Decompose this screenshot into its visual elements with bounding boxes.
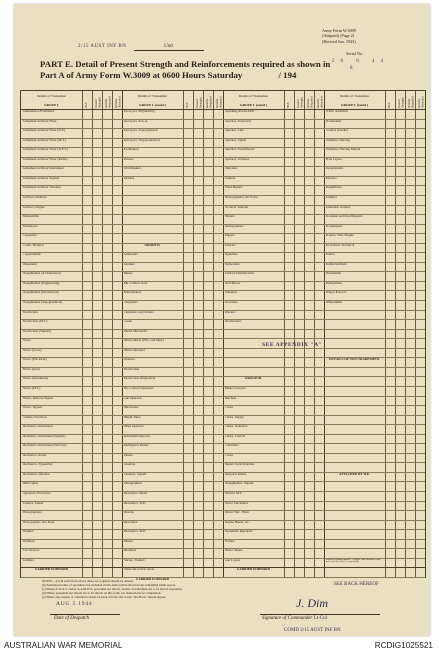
table-row-label: Mechanics, M.E.	[123, 530, 147, 534]
table-row-label: Butchers	[224, 396, 237, 400]
table-row-label: Plumbers	[22, 539, 35, 543]
table-row-label: Surveyors, R.A.A.	[123, 119, 148, 123]
row-rule	[21, 405, 425, 406]
column-header-group: GROUP I. (contd.)	[239, 103, 268, 107]
row-rule	[21, 491, 425, 492]
see-back-stamp: SEE BACK HEREOF	[334, 582, 379, 587]
table-row-label: Welders	[123, 176, 135, 180]
table-row-label: Orderlies, Nursing Mental	[325, 148, 361, 152]
table-row-label: Painters, Maker	[22, 501, 44, 505]
table-row-label: Driver Mechanics	[224, 501, 249, 505]
table-row-label: Armament Artificer Fitter (Radio)	[22, 157, 68, 161]
row-rule	[21, 539, 425, 540]
table-row-label: Armourers	[123, 253, 138, 257]
row-rule	[21, 147, 425, 148]
row-rule	[21, 195, 425, 196]
table-row-label: Plumber	[22, 530, 34, 534]
row-rule	[21, 319, 425, 320]
title-line-1: PART E. Detail of Present Strength and Reinforcements required as shown in	[40, 59, 331, 69]
sub-column-header: W.E.	[387, 101, 391, 108]
sub-column-divider	[203, 91, 204, 577]
table-row-label: Signwriters	[224, 262, 240, 266]
table-row-label: Engine Hands, I.C.	[224, 520, 250, 524]
table-row-label: Fitters (Gun)	[22, 367, 40, 371]
signature-label: Signature of Commander Lt-Col	[262, 616, 327, 621]
table-row-label: Fitters' Mates	[224, 549, 243, 553]
sub-column-header: W.E.	[286, 101, 290, 108]
table-row-label: Carpenters	[123, 301, 138, 305]
sub-column-divider	[102, 91, 103, 577]
table-row-label: Draughtsmen (Topographical)	[22, 301, 63, 305]
archive-footer	[0, 637, 439, 654]
row-rule	[21, 386, 425, 387]
sub-column-divider	[324, 91, 325, 577]
table-row-label: Electricians	[22, 310, 39, 314]
sub-column-header: Posted Strength	[195, 97, 203, 108]
table-row-label: Fitters	[22, 339, 31, 343]
table-row-label: Orderlies, Nursing	[325, 138, 351, 142]
sub-column-header: Reinfts. Required	[104, 96, 112, 108]
table-row-label: Surveyors, Engineering	[123, 110, 155, 113]
row-rule	[21, 243, 425, 244]
table-row-label: Electricians	[123, 367, 140, 371]
unit-stamp: 2/15 AUST INF BN	[78, 44, 127, 49]
table-row-label: Mechanics, Instrument (Surveys)	[22, 444, 67, 448]
row-rule	[21, 472, 425, 473]
date-tail: / 194	[278, 70, 297, 80]
row-rule	[21, 367, 425, 368]
table-row-label: Mechanics, Radio	[22, 453, 47, 457]
column-header-details: Details of Tradesmen	[339, 94, 369, 98]
row-rule	[21, 424, 425, 425]
table-row-label: Carpenters and Joiners	[123, 310, 154, 314]
table-row-label: Stretchers	[224, 301, 238, 305]
sub-column-header: Posted Strength	[397, 97, 405, 108]
table-row-label: Photographers	[22, 511, 42, 515]
date-despatch-label: Date of Despatch	[54, 616, 89, 621]
table-row-label: Despatch Riders	[224, 472, 247, 476]
table-row-label: Watchmakers	[123, 167, 142, 171]
table-row-label: Gun Layers	[224, 558, 240, 562]
form-line: (Revised Jun. 1943)	[322, 38, 356, 44]
row-rule	[21, 396, 425, 397]
signature-handwriting: J. Dim	[296, 596, 328, 610]
table-row-label: CARRIED FORWARD	[236, 568, 271, 572]
table-row-label: Driver-Mech. (Hvy. and Med.)	[123, 339, 165, 343]
table-row-label: Plate Layers	[325, 157, 342, 161]
column-header-details: Details of Tradesmen	[36, 94, 66, 98]
table-row-label: Saddlers	[325, 195, 337, 199]
column-header-details: Details of Tradesmen	[238, 94, 268, 98]
row-rule	[21, 481, 425, 482]
sub-column-header: Reinfts. Required	[205, 96, 213, 108]
sub-column-divider	[112, 91, 113, 577]
table-row-label: Ammunition Examiners	[22, 110, 55, 113]
column-header-details: Details of Tradesmen	[137, 94, 167, 98]
archive-id: RCDIG1025521	[374, 641, 433, 650]
table-row-label: Height Taker	[123, 415, 141, 419]
table-row-label: Sawyers	[224, 243, 236, 247]
table-row-label: Hides Operator	[123, 425, 144, 429]
table-row-label: Draughtsmen (Engineering)	[22, 281, 60, 285]
table-row-label: Grinder, Precision	[22, 415, 47, 419]
row-rule	[21, 271, 425, 272]
sub-column-header: Reinfts. Attached	[215, 96, 223, 108]
sub-column-divider	[304, 91, 305, 577]
row-rule	[21, 577, 425, 578]
table-row-label: Operator, Switchboard	[224, 148, 255, 152]
note-line: (e) Where any request or variation is made on back of form, the words "See Back" should appear.	[42, 595, 167, 599]
table-row-label: Receptionists	[325, 167, 344, 171]
table-row-label: Driver Tptr., Plant	[224, 511, 249, 515]
table-row-label: Concreters	[224, 444, 239, 448]
table-row-label: DETAILS OF NON-TRADESMEN.	[329, 358, 380, 362]
table-row-label: Drivers, M.T.	[224, 492, 243, 496]
table-row-label: Fitters (Electrical)	[22, 358, 47, 362]
handwritten-month: 8	[350, 66, 359, 71]
table-row-label: Fire Control Operators	[123, 386, 154, 390]
sub-column-divider	[92, 91, 93, 577]
table-row-label: Operator, Wireless	[224, 157, 250, 161]
table-row-label: Photographic, Wet Plate	[22, 520, 55, 524]
sub-column-header: Reinfts. Attached	[114, 96, 122, 108]
table-row-label: Armament Artificer Fitter (N.F.)	[22, 129, 66, 133]
row-rule	[21, 214, 425, 215]
table-row-label: Instrument Operator	[123, 434, 151, 438]
table-row-label: Stevedores, Technical	[325, 243, 355, 247]
table-row-label: Armament Artificer Instrument	[22, 167, 64, 171]
unit-line	[134, 50, 204, 51]
table-row-label: Surveyors, Topographical	[123, 129, 158, 133]
row-rule	[21, 300, 425, 301]
column-header-group: GROUP I. (contd.)	[138, 103, 167, 107]
form-number	[322, 28, 356, 44]
table-row-label: Observation Post Assts.	[123, 568, 155, 572]
row-rule	[21, 185, 425, 186]
form-sheet	[14, 4, 430, 636]
table-row-label: Clerks, Clerical	[224, 434, 246, 438]
table-row-label: Loaders (Clerks)	[325, 129, 348, 133]
row-rule	[21, 252, 425, 253]
table-row-label: Operating Room Attdt.	[224, 110, 255, 113]
row-rule	[21, 510, 425, 511]
row-rule	[21, 310, 425, 311]
sub-column-divider	[405, 91, 406, 577]
column-header-group: GROUP I. (contd.)	[340, 103, 369, 107]
archive-name: AUSTRALIAN WAR MEMORIAL	[4, 641, 123, 650]
sub-column-divider	[395, 91, 396, 577]
sub-column-divider	[415, 91, 416, 577]
table-row-label: Gun Operator	[123, 396, 142, 400]
table-row-label: ATTACHED BY W.E.	[338, 472, 371, 476]
sub-column-header: Posted Strength	[296, 97, 304, 108]
column-divider	[82, 91, 83, 577]
table-row-label: Cooks	[123, 320, 132, 324]
row-rule	[21, 567, 425, 568]
table-row-label: Dental Clerk Orderlies	[224, 463, 255, 467]
table-row-label: Armament Artificer Signals	[22, 176, 60, 180]
table-row-label: Storemen and Road Repairs	[325, 215, 363, 219]
table-row-label: Axemen	[123, 262, 135, 266]
row-rule	[21, 233, 425, 234]
row-rule	[21, 338, 425, 339]
table-row-label: Linemen, Signals	[123, 472, 147, 476]
table-row-label: Fitters (Instrument)	[22, 377, 49, 381]
row-rule	[21, 453, 425, 454]
sub-column-header: W.E.	[84, 101, 88, 108]
table-row-label: GROUP III.	[244, 377, 263, 381]
table-row-label: Millwrights	[22, 482, 39, 486]
table-row-label: Electricians (Explosive)	[123, 377, 156, 381]
table-row-label: Joiners	[123, 453, 133, 457]
row-rule	[21, 176, 425, 177]
date-line	[50, 614, 120, 615]
table-row-label: Pulleystmen	[325, 281, 342, 285]
table-row-label: Operator, Line	[224, 129, 244, 133]
note-line: (c) Where A.W.A.S. and/or A.A.M.W.S. personnel are shown, details of tradesmen are to be shown separately.	[42, 587, 183, 591]
table-row-label: Wagon Erectors	[325, 291, 347, 295]
table-row-label: Cooks	[224, 453, 233, 457]
row-rule	[21, 128, 425, 129]
column-divider	[385, 91, 386, 577]
sub-column-header: W.E.	[185, 101, 189, 108]
table-row-label: Miners	[123, 539, 133, 543]
table-row-label: Saddlers	[22, 558, 34, 562]
row-rule	[21, 443, 425, 444]
table-row-label: Mechanics, Typewriter	[22, 463, 53, 467]
row-rule	[21, 166, 425, 167]
row-rule	[21, 119, 425, 120]
column-divider	[284, 91, 285, 577]
row-rule	[21, 290, 425, 291]
table-row-label: Nurses, Trained	[123, 558, 145, 562]
table-row-label: Bkr. Camel's Asst.	[123, 281, 148, 285]
table-row-label: Timesmiths	[325, 272, 341, 276]
row-rule	[21, 329, 425, 330]
handwritten-date: 26 6 44	[332, 59, 389, 64]
table-row-label: Draughtsmen, Signals	[224, 482, 254, 486]
table-row-label: Dental Mechanics	[123, 329, 148, 333]
table-row-label: Draughtsmen (Mechanical)	[22, 291, 59, 295]
table-row-label: Artificer, Engine	[22, 205, 45, 209]
table-row-label: Mechanics, W.E.	[123, 501, 146, 505]
column-divider	[183, 91, 184, 577]
row-rule	[21, 501, 425, 502]
table-row-label: Totals of columns marked * to agree with columns 4 and 7, and 5 and 10 of Part A respectively	[325, 558, 383, 564]
note-line: (b) Authorised ranks of specialists not included in this form will be shown in the remaining blank spaces.	[42, 583, 177, 587]
sub-column-header: Reinfts. Required	[306, 96, 314, 108]
table-row-label: Sanitary Identification	[224, 272, 255, 276]
unit-label: Unit	[164, 44, 173, 49]
sub-column-divider	[294, 91, 295, 577]
table-row-label: Blacksmiths	[22, 215, 39, 219]
table-row-label: O.P.O. Assistants	[325, 110, 349, 113]
table-row-label: Lithographers	[123, 482, 142, 486]
table-row-label: Saw Doctors	[22, 549, 40, 553]
table-row-label: Armament Artificer Wireless	[22, 186, 61, 190]
row-rule	[21, 376, 425, 377]
table-row-label: Draughtsmen (Architectural)	[22, 272, 61, 276]
table-row-label: Mechanics, Instrument (Signals)	[22, 434, 66, 438]
table-row-label: Storekeepers	[325, 224, 343, 228]
row-rule	[21, 348, 425, 349]
table-row-label: Sanitation workers	[325, 205, 351, 209]
table-row-label: Operator, Signal	[224, 138, 247, 142]
sub-column-header: Reinfts. Attached	[316, 96, 324, 108]
table-row-label: Pioneermen	[325, 119, 342, 123]
table-row-label: Intelligence Duties	[123, 444, 149, 448]
table-row-label: Roughriders	[325, 186, 342, 190]
table-row-label: Radiographers	[224, 224, 244, 228]
row-rule	[21, 109, 425, 110]
table-row-label: Bakers Sawyers	[224, 386, 246, 390]
table-row-label: Artificer, Artillery	[22, 195, 47, 199]
table-row-label: Surveyors, Trigonometrical	[123, 138, 160, 142]
row-rule	[21, 548, 425, 549]
table-row-label: Printers	[224, 215, 235, 219]
form-line: (Adapted) (Page 2)	[322, 33, 355, 39]
row-rule	[21, 205, 425, 206]
table-row-label: Electricians (Signals)	[22, 329, 51, 333]
table-row-label: Operator, Keyboard	[224, 119, 251, 123]
table-row-label: Bakers	[123, 272, 133, 276]
row-rule	[21, 462, 425, 463]
appendix-stamp: SEE APPENDIX "A"	[262, 342, 323, 348]
table-row-label: Electricians (M.T.)	[22, 320, 48, 324]
table-row-label: Clerks, Supply	[224, 415, 245, 419]
sub-column-header: Posted Strength	[94, 97, 102, 108]
table-row-label: Boilermakers	[123, 291, 142, 295]
table-row-label: Producer Vehicles	[224, 205, 249, 209]
table-row-label: Fitters, Signals	[22, 406, 43, 410]
sub-column-header: Reinfts. Required	[407, 96, 415, 108]
row-rule	[21, 520, 425, 521]
table-row-label: GROUP II.	[144, 243, 161, 247]
table-row-label: Hairdresser	[123, 406, 139, 410]
table-row-label: Dispensers	[22, 262, 37, 266]
row-rule	[21, 415, 425, 416]
table-row-label: Bricklayers	[22, 224, 38, 228]
table-row-label: Carpenters	[22, 234, 37, 238]
row-rule	[21, 529, 425, 530]
table-row-label: Clerks, Technical	[224, 425, 248, 429]
table-row-label: Mechanics, Wireless	[22, 472, 50, 476]
sub-column-divider	[213, 91, 214, 577]
table-row-label: Painters	[224, 176, 236, 180]
table-row-label: Woodturners	[224, 320, 242, 324]
table-row-label: Opticians	[224, 167, 238, 171]
row-rule	[21, 281, 425, 282]
sub-column-divider	[193, 91, 194, 577]
row-rule	[21, 357, 425, 358]
table-row-label: Armament Artificer Fitter (M.T.)	[22, 138, 66, 142]
row-rule	[21, 157, 425, 158]
row-rule	[21, 262, 425, 263]
column-header-group: GROUP I.	[43, 103, 60, 107]
note-line: NOTES.—(a) In each block above those not required should be deleted.	[42, 579, 134, 583]
table-row-label: Well Borers	[224, 281, 241, 285]
table-row-label: Farriers	[224, 539, 235, 543]
table-row-label: Wheelers	[224, 291, 237, 295]
form-line: Army Form W.3009	[322, 28, 356, 33]
table-row-label: Tailors	[325, 253, 335, 257]
table-row-label: Fitters (Cycle)	[22, 348, 42, 352]
table-row-label: CARRIED FORWARD	[135, 578, 170, 581]
table-row-label: Fitters, Railway Signal	[22, 396, 53, 400]
signature-line	[260, 614, 380, 615]
table-row-label: Stokers, State Engine	[325, 234, 354, 238]
table-row-label: Motormen	[123, 520, 138, 524]
table-row-label: Signallers	[224, 253, 238, 257]
table-row-label: Riveters	[224, 310, 236, 314]
table-row-label: Panel Beaters	[224, 186, 243, 190]
sub-column-divider	[314, 91, 315, 577]
table-row-label: Operators, Excavator	[22, 492, 51, 496]
date-stamp: AUG 5 1944	[56, 601, 93, 607]
table-row-label: Textile Refitters	[325, 262, 347, 266]
table-row-label: Masons	[123, 511, 134, 515]
table-row-label: Turners	[123, 157, 134, 161]
note-line: (d) Where personnel not shown are to be shown on this form, see instructions for completion.	[42, 591, 162, 595]
sub-column-header: Reinfts. Attached	[417, 96, 425, 108]
table-row-label: Equipment Repairers	[224, 530, 253, 534]
table-row-label: Armament Artificer Fitter	[22, 119, 57, 123]
table-row-label: Mechanics, Metal	[123, 492, 148, 496]
row-rule	[21, 558, 425, 559]
row-rule	[21, 138, 425, 139]
serial-label: Serial No.	[346, 51, 363, 56]
table-row-label: Whitesmiths	[325, 301, 343, 305]
table-row-label: Riveters	[325, 176, 337, 180]
table-row-label: Coppersmiths	[22, 253, 41, 257]
table-row-label: Photographers, Air Force	[224, 195, 258, 199]
table-row-label: Riggers	[224, 234, 235, 238]
table-row-label: Driver-Operator	[123, 348, 145, 352]
table-row-label: Cooks, Hospital	[22, 243, 44, 247]
table-row-label: Fitters (M.T.)	[22, 386, 41, 390]
title-line-2: Part A of Army Form W.3009 at 0600 Hours Saturday / 194	[40, 70, 297, 80]
table-row-label: Armament Artificer Fitter (A.F.V.)	[22, 148, 68, 152]
table-row-label: Moulders	[123, 549, 137, 553]
row-rule	[21, 434, 425, 435]
table-row-label: Cooks	[224, 406, 233, 410]
table-row-label: Drainers	[123, 358, 135, 362]
commander-stamp: COMD 2/15 AUST INF BN	[284, 628, 341, 633]
table-row-label: Mechanics, Instrument	[22, 425, 53, 429]
table-row-label: CARRIED FORWARD	[34, 568, 69, 572]
table-row-label: Toolmakers	[123, 148, 140, 152]
row-rule	[21, 224, 425, 225]
sub-column-divider	[425, 91, 426, 577]
table-row-label: Lineman	[123, 463, 136, 467]
